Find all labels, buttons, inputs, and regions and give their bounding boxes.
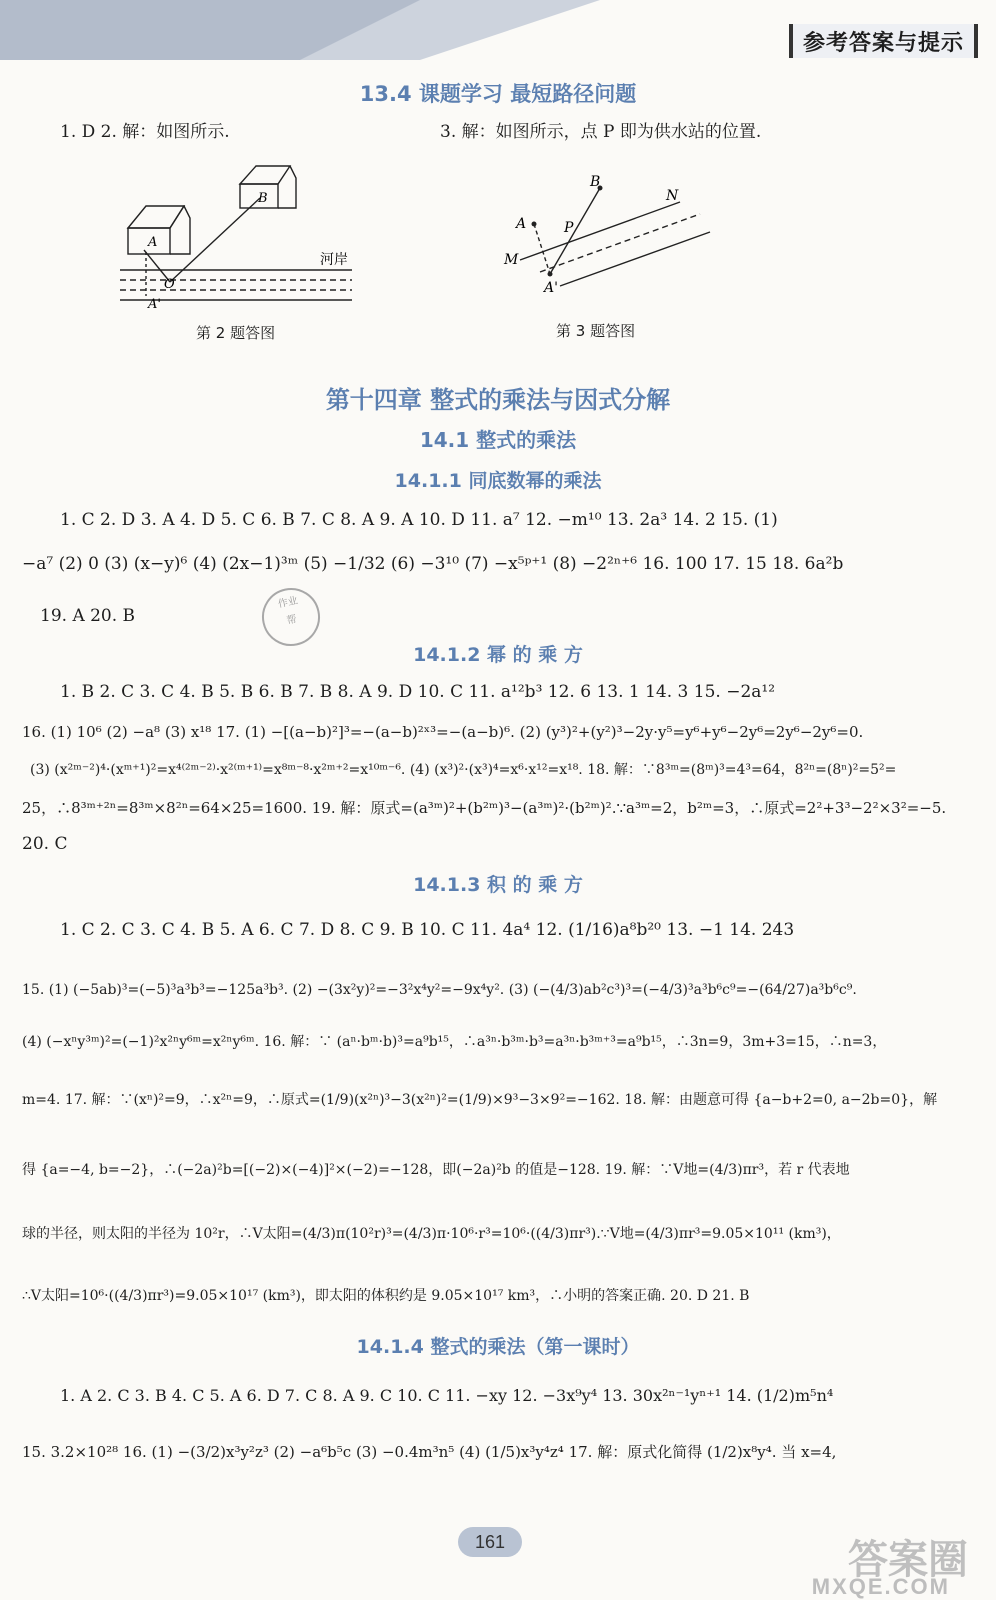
section-title-13-4: 13.4 课题学习 最短路径问题 — [359, 82, 637, 106]
section-title-14-1-1: 14.1.1 同底数幂的乘法 — [394, 470, 602, 492]
watermark-logo: 答案圈 — [848, 1537, 968, 1583]
section-title-14-1-2: 14.1.2 幂 的 乘 方 — [413, 644, 583, 666]
fig3-label-n: N — [666, 188, 679, 204]
fig3-label-a: A — [516, 216, 527, 232]
answer-line: 1. B 2. C 3. C 4. B 5. B 6. B 7. B 8. A 9. D 10. C 11. a¹²b³ 12. 6 13. 1 14. 3 15. −2a¹² — [60, 682, 776, 702]
answer-line: −a⁷ (2) 0 (3) (x−y)⁶ (4) (2x−1)³ᵐ (5) −1/32 (6) −3¹⁰ (7) −x⁵ᵖ⁺¹ (8) −2²ⁿ⁺⁶ 16. 100 17. 15 18. 6a²b — [22, 554, 844, 574]
answer-line: 15. 3.2×10²⁸ 16. (1) −(3/2)x³y²z³ (2) −a⁶b⁵c (3) −0.4m³n⁵ (4) (1/5)x³y⁴z⁴ 17. 解：原式化简得 (1/2)x⁸y⁴. 当 x=4, — [22, 1443, 837, 1461]
figure-2-diagram — [112, 160, 362, 310]
answer-line: 得 {a=−4, b=−2}，∴(−2a)²b=[(−2)×(−4)]²×(−2)=−128，即(−2a)²b 的值是−128. 19. 解：∵V地=(4/3)πr³，若 r 代表地 — [22, 1162, 850, 1178]
chapter-title: 第十四章 整式的乘法与因式分解 — [325, 386, 671, 414]
answer-line: 15. (1) (−5ab)³=(−5)³a³b³=−125a³b³. (2) −(3x²y)²=−3²x⁴y²=−9x⁴y². (3) (−(4/3)ab²c³)³=(−4/3)³a³b⁶c⁹=−(64/27)a³b⁶c⁹. — [22, 982, 857, 998]
header-title: 参考答案与提示 — [789, 24, 978, 58]
answer-line: (4) (−xⁿy³ᵐ)²=(−1)²x²ⁿy⁶ᵐ=x²ⁿy⁶ᵐ. 16. 解：∵ (aⁿ·bᵐ·b)³=a⁹b¹⁵，∴a³ⁿ·b³ᵐ·b³=a³ⁿ·b³ᵐ⁺³=a⁹b¹⁵，∴3n=9，3m+3=15，∴n=3， — [22, 1034, 887, 1050]
figure-3-diagram — [500, 170, 720, 300]
answer-line: 1. C 2. C 3. C 4. B 5. A 6. C 7. D 8. C 9. B 10. C 11. 4a⁴ 12. (1/16)a⁸b²⁰ 13. −1 14. 243 — [60, 920, 795, 940]
answer-line: 19. A 20. B — [40, 606, 136, 626]
answer-line: 25，∴8³ᵐ⁺²ⁿ=8³ᵐ×8²ⁿ=64×25=1600. 19. 解：原式=(a³ᵐ)²+(b²ᵐ)³−(a³ᵐ)²·(b²ᵐ)².∵a³ᵐ=2，b²ᵐ=3，∴原式=2²+3³−2²×3²=−5. — [22, 799, 947, 817]
fig2-label-o: O — [164, 277, 175, 292]
answer-line: 16. (1) 10⁶ (2) −a⁸ (3) x¹⁸ 17. (1) −[(a−b)²]³=−(a−b)²ˣ³=−(a−b)⁶. (2) (y³)²+(y²)³−2y·y⁵=y⁶+y⁶−2y⁶=2y⁶−2y⁶=0. — [22, 723, 864, 741]
fig3-label-b: B — [590, 174, 601, 190]
fig2-label-river: 河岸 — [320, 252, 348, 268]
answer-line: 1. C 2. D 3. A 4. D 5. C 6. B 7. C 8. A 9. A 10. D 11. a⁷ 12. −m¹⁰ 13. 2a³ 14. 2 15. (1) — [60, 510, 778, 530]
stamp-watermark: 作业 帮 — [257, 583, 326, 652]
fig3-label-p: P — [564, 220, 574, 236]
watermark-url: MXQE.COM — [811, 1574, 950, 1599]
answer-line: ∴V太阳=10⁶·((4/3)πr³)=9.05×10¹⁷ (km³)，即太阳的体积约是 9.05×10¹⁷ km³，∴小明的答案正确. 20. D 21. B — [22, 1288, 750, 1304]
section-title-14-1-3: 14.1.3 积 的 乘 方 — [413, 874, 583, 896]
answer-line: 1. A 2. C 3. B 4. C 5. A 6. D 7. C 8. A 9. C 10. C 11. −xy 12. −3x⁹y⁴ 13. 30x²ⁿ⁻¹yⁿ⁺¹ 14. (1/2)m⁵n⁴ — [60, 1386, 834, 1405]
fig2-label-a: A — [148, 235, 158, 250]
answer-line: 20. C — [22, 834, 68, 854]
section-title-14-1-4: 14.1.4 整式的乘法（第一课时） — [356, 1336, 640, 1358]
fig3-label-a-prime: A' — [544, 280, 558, 296]
answer-13-4-left: 1. D 2. 解：如图所示. — [60, 122, 230, 142]
figure-2-caption: 第 2 题答图 — [196, 324, 276, 342]
fig2-label-a-prime: A' — [148, 297, 161, 310]
answer-13-4-right: 3. 解：如图所示，点 P 即为供水站的位置. — [440, 122, 762, 142]
answer-line: m=4. 17. 解：∵(xⁿ)²=9，∴x²ⁿ=9，∴原式=(1/9)(x²ⁿ)³−3(x²ⁿ)²=(1/9)×9³−3×9²=−162. 18. 解：由题意可得 {a−b+2=0, a−2b=0}，解 — [22, 1092, 938, 1108]
answer-line: 球的半径，则太阳的半径为 10²r，∴V太阳=(4/3)π(10²r)³=(4/3)π·10⁶·r³=10⁶·((4/3)πr³).∵V地=(4/3)πr³=9.05×10¹¹ (km³)， — [22, 1226, 841, 1242]
figure-3-caption: 第 3 题答图 — [556, 322, 636, 340]
section-title-14-1: 14.1 整式的乘法 — [419, 428, 577, 452]
answer-line: (3) (x²ᵐ⁻²)⁴·(xᵐ⁺¹)²=x⁴⁽²ᵐ⁻²⁾·x²⁽ᵐ⁺¹⁾=x⁸ᵐ⁻⁸·x²ᵐ⁺²=x¹⁰ᵐ⁻⁶. (4) (x³)²·(x³)⁴=x⁶·x¹²=x¹⁸. 18. 解：∵8³ᵐ=(8ᵐ)³=4³=64，8²ⁿ=(8ⁿ)²=5²= — [30, 762, 897, 778]
fig2-label-b: B — [258, 191, 268, 206]
fig3-label-m: M — [504, 252, 519, 268]
page-number: 161 — [458, 1527, 522, 1557]
